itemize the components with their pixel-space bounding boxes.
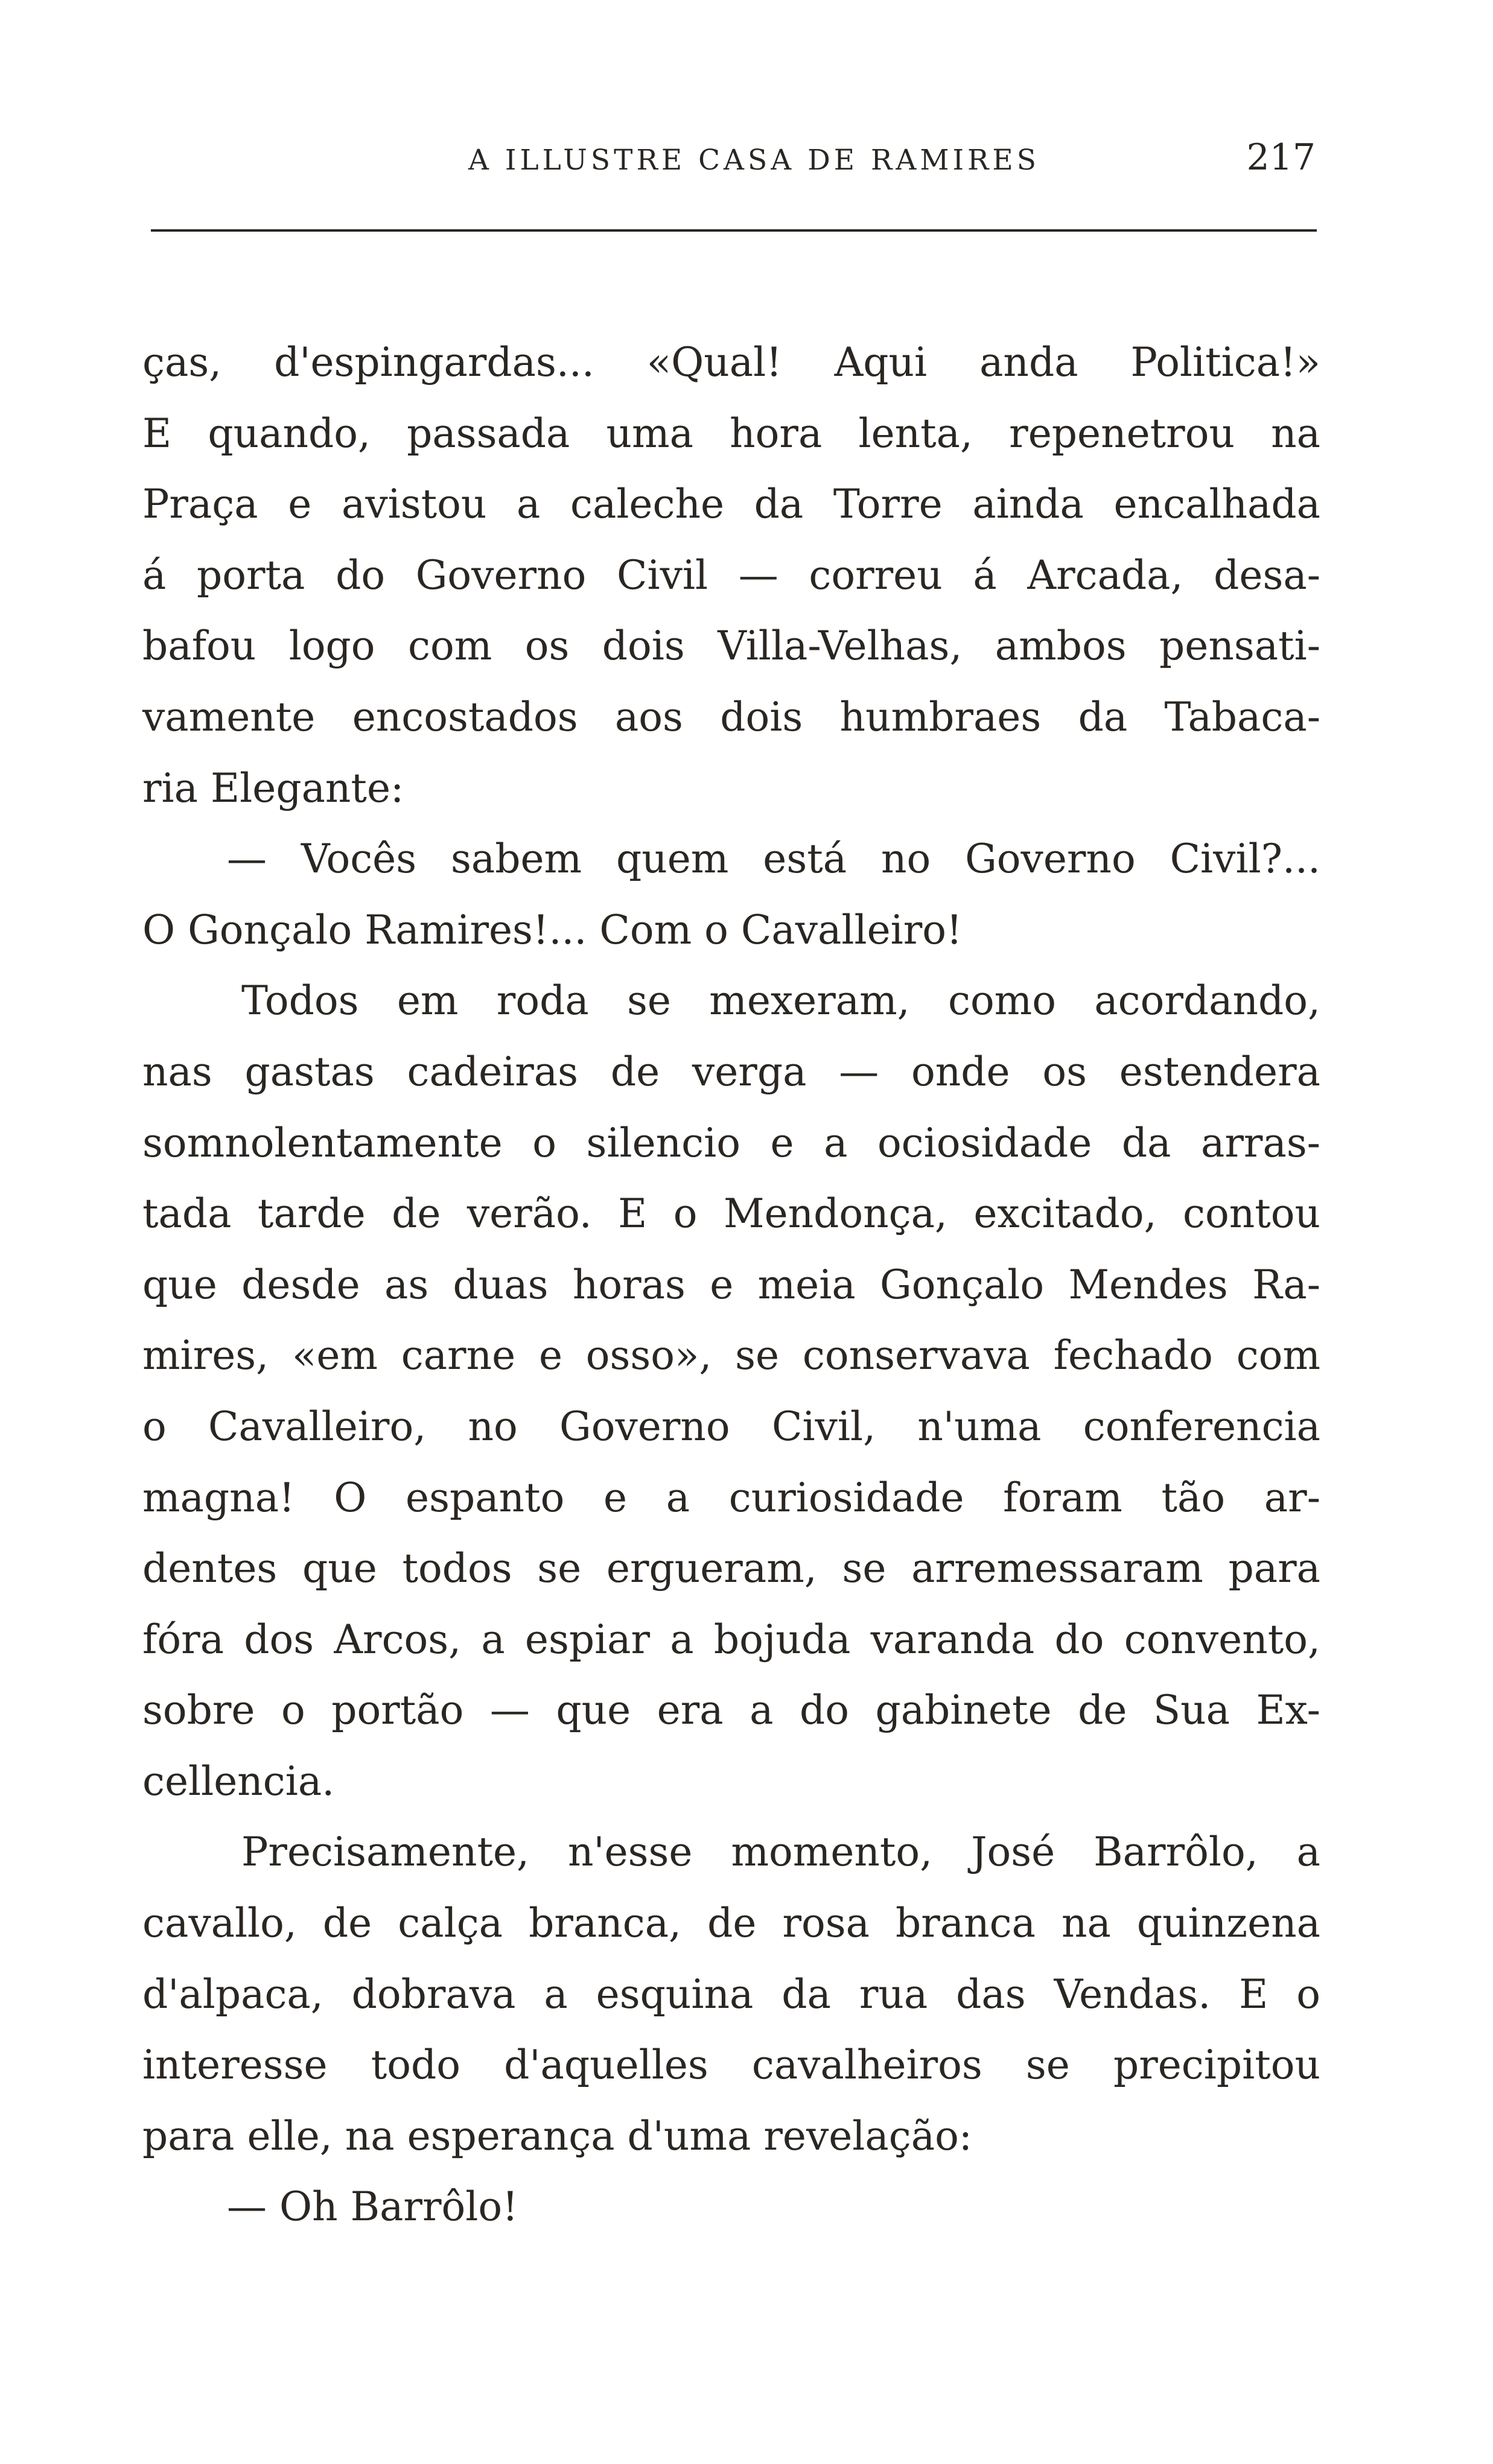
text-line: E quando, passada uma hora lenta, repenetrou na [142, 410, 1320, 457]
text-line: cellencia. [142, 1758, 335, 1805]
text-line: interesse todo d'aquelles cavalheiros se precipitou [142, 2042, 1320, 2089]
running-head [142, 132, 1320, 186]
text-line: — Oh Barrôlo! [227, 2183, 518, 2231]
text-line: fóra dos Arcos, a espiar a bojuda varanda do convento, [142, 1616, 1320, 1663]
text-line: tada tarde de verão. E o Mendonça, excitado, contou [142, 1190, 1320, 1237]
text-line: bafou logo com os dois Villa-Velhas, ambos pensati- [142, 623, 1320, 670]
text-line: Todos em roda se mexeram, como acordando, [241, 977, 1320, 1024]
text-line: nas gastas cadeiras de verga — onde os estendera [142, 1048, 1320, 1095]
text-line: ria Elegante: [142, 764, 404, 811]
text-line: para elle, na esperança d'uma revelação: [142, 2112, 973, 2159]
text-line: — Vocês sabem quem está no Governo Civil?... [227, 836, 1320, 883]
header-rule [151, 229, 1317, 232]
running-title: A ILLUSTRE CASA DE RAMIRES [468, 144, 1040, 177]
text-line: ças, d'espingardas... «Qual! Aqui anda Politica!» [142, 339, 1320, 386]
text-line: Precisamente, n'esse momento, José Barrôlo, a [241, 1829, 1320, 1876]
text-line: o Cavalleiro, no Governo Civil, n'uma conferencia [142, 1403, 1320, 1450]
text-line: cavallo, de calça branca, de rosa branca na quinzena [142, 1900, 1320, 1947]
text-line: que desde as duas horas e meia Gonçalo Mendes Ra- [142, 1261, 1320, 1308]
text-line: vamente encostados aos dois humbraes da Tabaca- [142, 693, 1320, 740]
text-line: O Gonçalo Ramires!... Com o Cavalleiro! [142, 906, 963, 953]
text-line: magna! O espanto e a curiosidade foram tão ar- [142, 1474, 1320, 1521]
text-line: Praça e avistou a caleche da Torre ainda encalhada [142, 481, 1320, 528]
text-line: dentes que todos se ergueram, se arremessaram para [142, 1545, 1320, 1592]
text-line: d'alpaca, dobrava a esquina da rua das Vendas. E o [142, 1970, 1320, 2018]
text-line: á porta do Governo Civil — correu á Arcada, desa- [142, 551, 1320, 599]
text-line: sobre o portão — que era a do gabinete de Sua Ex- [142, 1687, 1320, 1734]
text-line: somnolentamente o silencio e a ociosidade da arras- [142, 1119, 1320, 1166]
text-line: mires, «em carne e osso», se conservava fechado com [142, 1332, 1320, 1379]
body-text [142, 327, 1320, 2243]
page-number: 217 [1246, 136, 1316, 179]
